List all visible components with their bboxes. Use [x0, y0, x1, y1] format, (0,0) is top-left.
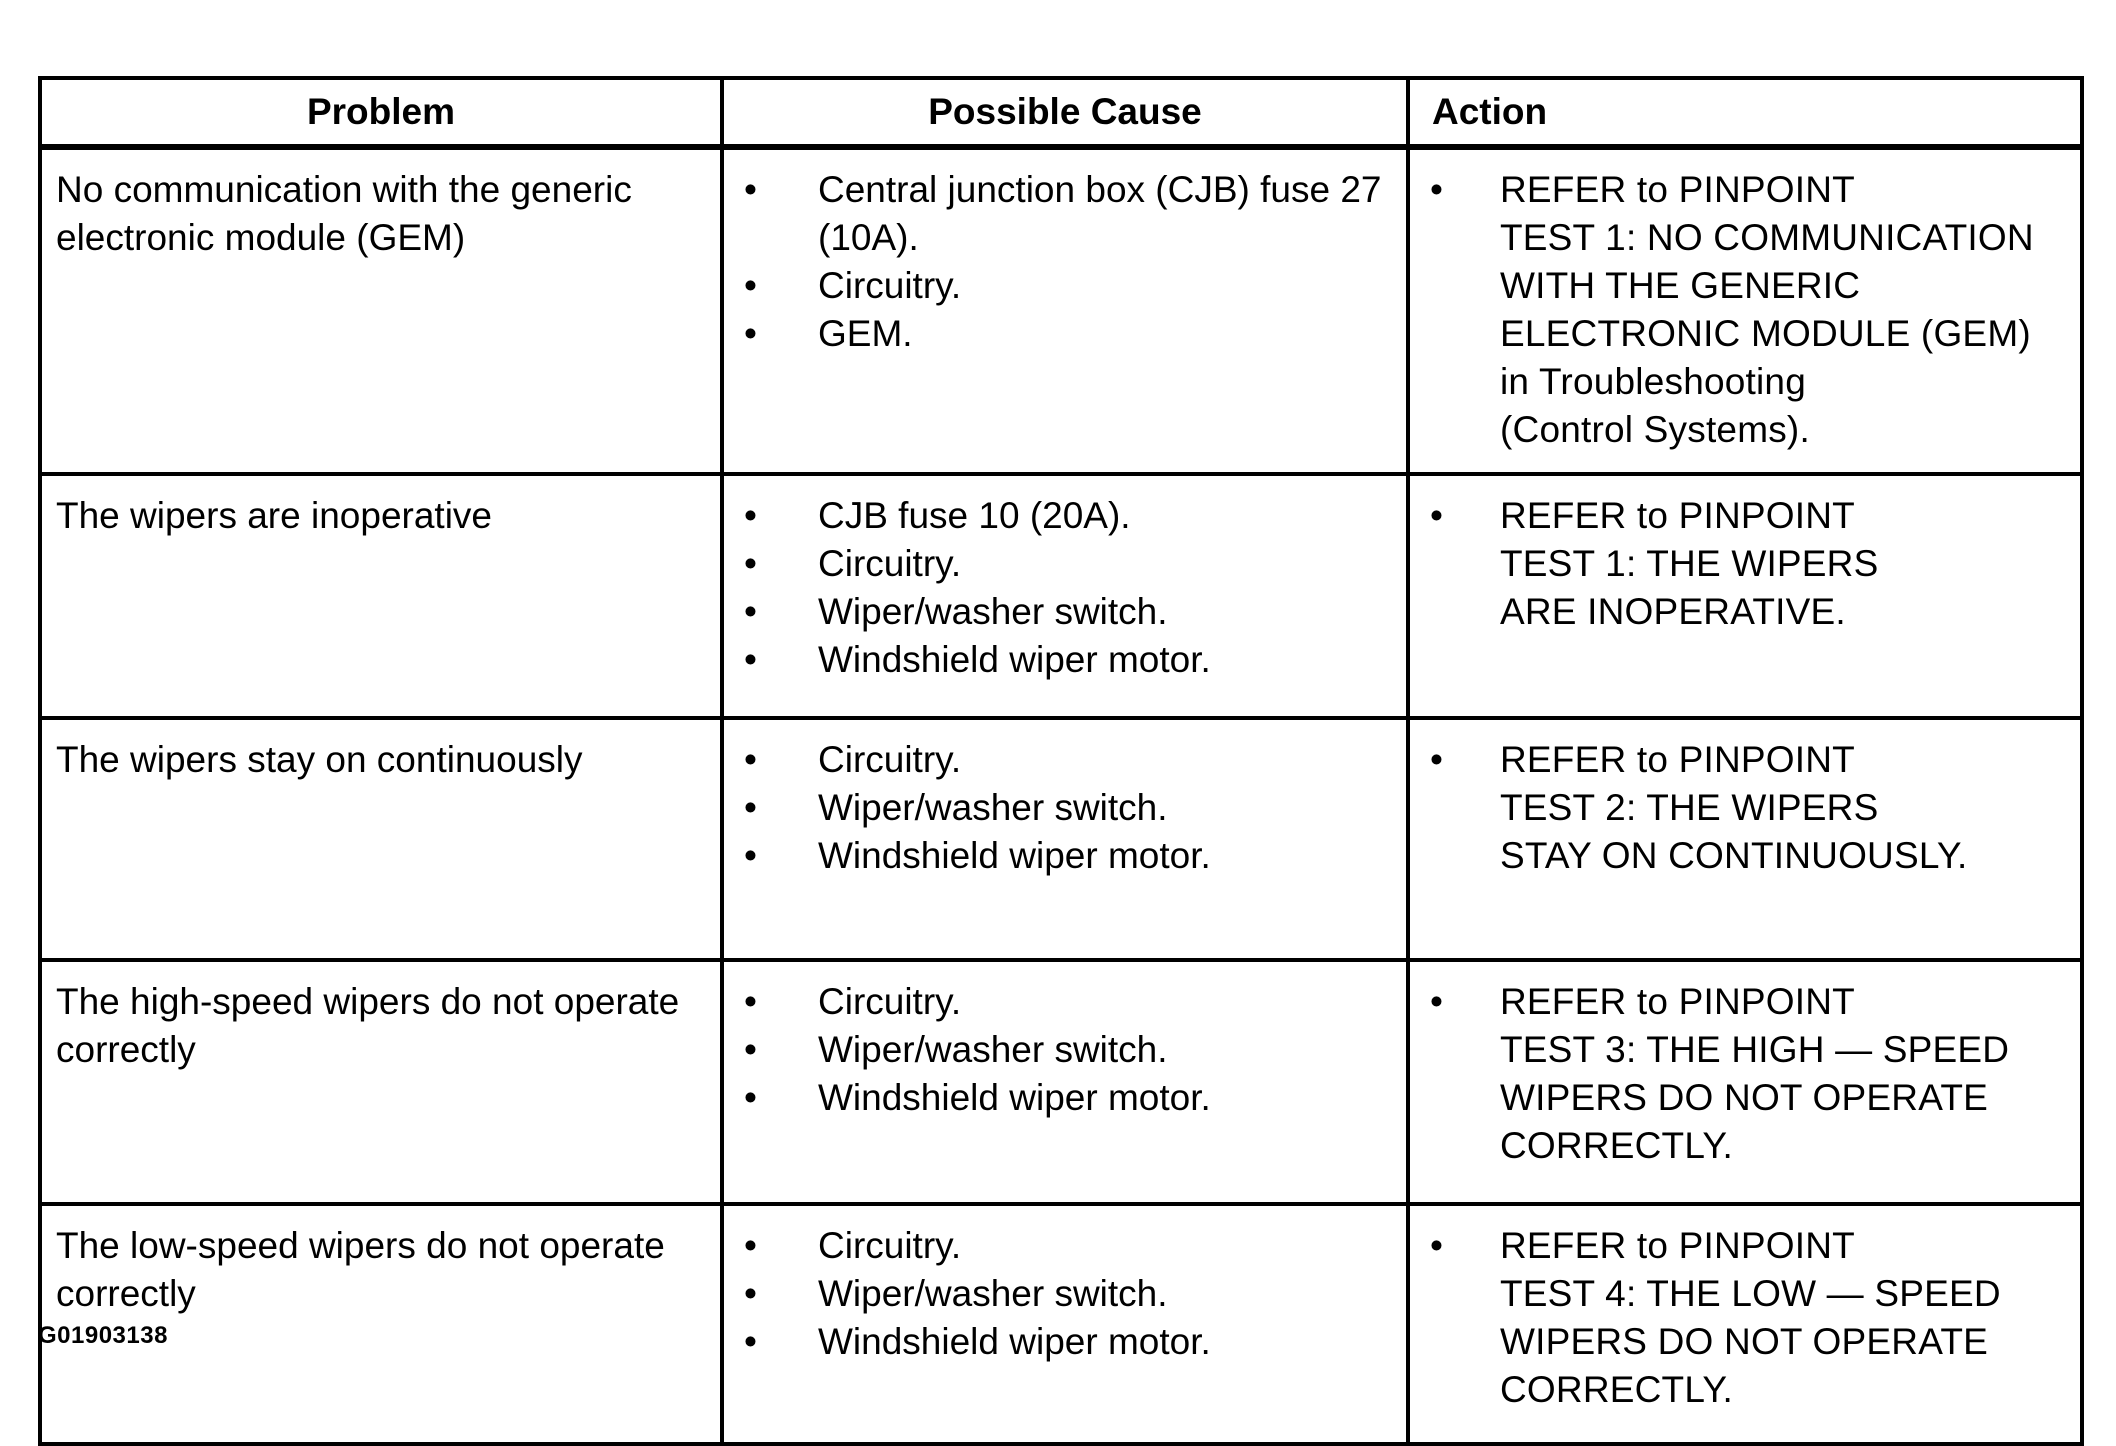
- table-row: [40, 474, 2082, 718]
- action-cell: [1408, 718, 2082, 960]
- cause-item: • Wiper/washer switch.: [724, 588, 1398, 636]
- cause-list: [724, 150, 1406, 368]
- troubleshooting-table: [38, 76, 2084, 1446]
- action-list: [1410, 476, 2080, 646]
- cause-item: • Windshield wiper motor.: [724, 832, 1398, 880]
- action-list: [1410, 1206, 2080, 1424]
- cause-list: [724, 720, 1406, 890]
- table-row: [40, 718, 2082, 960]
- action-list: [1410, 720, 2080, 890]
- problem-cell: The low-speed wipers do not operate correctly: [40, 1204, 722, 1444]
- action-list: [1410, 150, 2080, 464]
- cause-item: • Circuitry.: [724, 736, 1398, 784]
- problem-cell: The wipers are inoperative: [40, 474, 722, 718]
- cause-cell: [722, 147, 1408, 474]
- action-item: • REFER to PINPOINT TEST 1: THE WIPERS ARE INOPERATIVE.: [1410, 492, 2072, 636]
- cause-item: • Wiper/washer switch.: [724, 1026, 1398, 1074]
- header-row: [40, 78, 2082, 147]
- cause-cell: [722, 960, 1408, 1204]
- action-cell: [1408, 474, 2082, 718]
- figure-id: G01903138: [38, 1322, 168, 1349]
- cause-cell: [722, 474, 1408, 718]
- cause-item: • Windshield wiper motor.: [724, 1074, 1398, 1122]
- table-row: [40, 147, 2082, 474]
- cause-item: • GEM.: [724, 310, 1398, 358]
- cause-list: [724, 962, 1406, 1132]
- cause-list: [724, 1206, 1406, 1376]
- action-cell: [1408, 960, 2082, 1204]
- cause-cell: [722, 1204, 1408, 1444]
- header-action: Action: [1408, 78, 2082, 147]
- action-cell: [1408, 147, 2082, 474]
- table-row: [40, 1204, 2082, 1444]
- cause-cell: [722, 718, 1408, 960]
- cause-item: • Wiper/washer switch.: [724, 1270, 1398, 1318]
- cause-item: • Wiper/washer switch.: [724, 784, 1398, 832]
- cause-item: • Circuitry.: [724, 1222, 1398, 1270]
- action-item: • REFER to PINPOINT TEST 1: NO COMMUNICATION WITH THE GENERIC ELECTRONIC MODULE (GEM) in Troubleshooting (Control Systems).: [1410, 166, 2072, 454]
- cause-item: • CJB fuse 10 (20A).: [724, 492, 1398, 540]
- table-row: [40, 960, 2082, 1204]
- action-item: • REFER to PINPOINT TEST 2: THE WIPERS STAY ON CONTINUOUSLY.: [1410, 736, 2072, 880]
- problem-cell: No communication with the generic electronic module (GEM): [40, 147, 722, 474]
- header-problem: Problem: [40, 78, 722, 147]
- cause-item: • Windshield wiper motor.: [724, 1318, 1398, 1366]
- cause-item: • Circuitry.: [724, 540, 1398, 588]
- cause-item: • Windshield wiper motor.: [724, 636, 1398, 684]
- cause-list: [724, 476, 1406, 694]
- header-possible-cause: Possible Cause: [722, 78, 1408, 147]
- action-cell: [1408, 1204, 2082, 1444]
- action-item: • REFER to PINPOINT TEST 3: THE HIGH — SPEED WIPERS DO NOT OPERATE CORRECTLY.: [1410, 978, 2072, 1170]
- cause-item: • Central junction box (CJB) fuse 27 (10A).: [724, 166, 1398, 262]
- cause-item: • Circuitry.: [724, 978, 1398, 1026]
- problem-cell: The wipers stay on continuously: [40, 718, 722, 960]
- cause-item: • Circuitry.: [724, 262, 1398, 310]
- action-item: • REFER to PINPOINT TEST 4: THE LOW — SPEED WIPERS DO NOT OPERATE CORRECTLY.: [1410, 1222, 2072, 1414]
- action-list: [1410, 962, 2080, 1180]
- problem-cell: The high-speed wipers do not operate correctly: [40, 960, 722, 1204]
